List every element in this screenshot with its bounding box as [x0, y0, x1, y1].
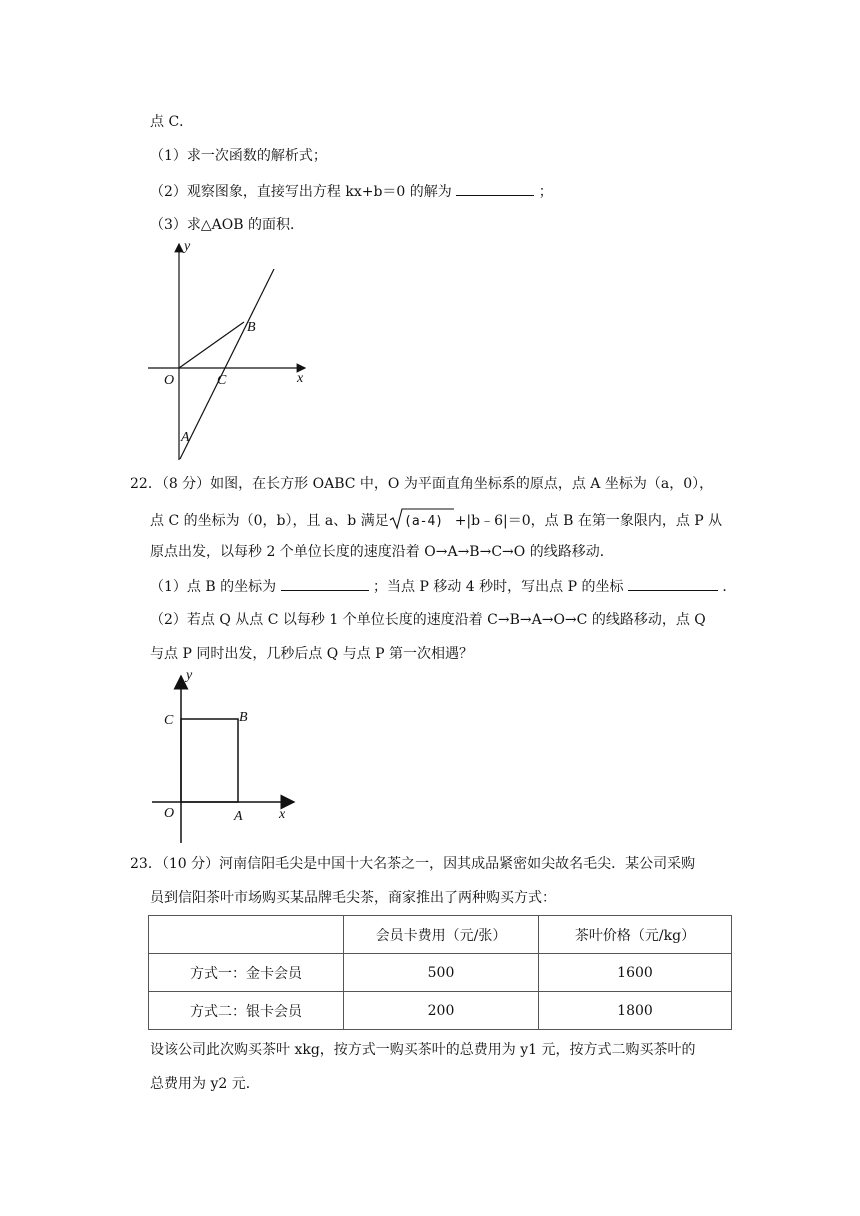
- q22-part1-a: （1）点 B 的坐标为: [150, 579, 277, 595]
- table-cell: 1600: [539, 954, 732, 992]
- table-header-cell: [149, 916, 344, 954]
- price-table: [148, 915, 732, 1030]
- label-y: y: [184, 239, 191, 254]
- q22-part1-b: ；当点 P 移动 4 秒时，写出点 P 的坐标: [373, 579, 624, 595]
- table-cell: 方式二：银卡会员: [149, 992, 344, 1030]
- label-B: B: [247, 320, 256, 335]
- answer-blank[interactable]: [456, 181, 534, 196]
- q22-figure: [150, 666, 310, 846]
- q21-part2-text: （2）观察图象，直接写出方程 kx+b＝0 的解为: [150, 184, 452, 200]
- label-A: A: [181, 430, 190, 445]
- q22-part1: [150, 576, 736, 597]
- sqrt-sign: [389, 508, 455, 530]
- table-cell: 200: [344, 992, 539, 1030]
- segment-OB: [179, 322, 244, 368]
- label-y: y: [186, 668, 193, 683]
- label-x: x: [297, 371, 304, 386]
- q22-line1: 22．（8 分）如图，在长方形 OABC 中，O 为平面直角坐标系的原点，点 A 坐标为（a，0），: [130, 476, 714, 492]
- function-line: [180, 269, 274, 459]
- table-cell: 方式一：金卡会员: [149, 954, 344, 992]
- table-header-cell: 会员卡费用（元/张）: [344, 916, 539, 954]
- sqrt-content: (a-4): [403, 514, 443, 529]
- q21-part1: （1）求一次函数的解析式；: [150, 148, 327, 164]
- table-cell: 500: [344, 954, 539, 992]
- q23-after1: 设该公司此次购买茶叶 xkg，按方式一购买茶叶的总费用为 y1 元，按方式二购买茶叶的: [150, 1042, 696, 1058]
- label-O: O: [164, 373, 175, 388]
- q21-part2: [150, 181, 553, 202]
- table-row: [149, 992, 732, 1030]
- q23-after2: 总费用为 y2 元．: [150, 1076, 260, 1092]
- q21-tail: 点 C．: [150, 114, 194, 130]
- q21-part2-end: ；: [538, 184, 553, 200]
- label-C: C: [164, 713, 174, 728]
- table-header-row: [149, 916, 732, 954]
- q22-line2-rest: +|b﹣6|＝0，点 B 在第一象限内，点 P 从: [454, 513, 723, 529]
- q22-part2-line1: （2）若点 Q 从点 C 以每秒 1 个单位长度的速度沿着 C→B→A→O→C 的线路移动，点 Q: [150, 612, 706, 628]
- answer-blank-b[interactable]: [281, 576, 369, 591]
- rectangle-OABC: [181, 719, 238, 802]
- q22-line2-text: 点 C 的坐标为（0，b），且 a、b 满足: [150, 513, 389, 529]
- label-A: A: [234, 809, 243, 824]
- label-x: x: [279, 807, 286, 822]
- answer-blank-p[interactable]: [628, 576, 718, 591]
- q21-part3: （3）求△AOB 的面积．: [150, 217, 304, 233]
- q22-line3: 原点出发，以每秒 2 个单位长度的速度沿着 O→A→B→C→O 的线路移动．: [150, 544, 614, 560]
- label-B: B: [239, 710, 248, 725]
- q22-line2: [150, 508, 722, 531]
- q21-figure: [140, 238, 320, 463]
- q22-part1-end: ．: [722, 579, 737, 595]
- table-header-cell: 茶叶价格（元/kg）: [539, 916, 732, 954]
- label-O: O: [164, 806, 175, 821]
- label-C: C: [217, 373, 227, 388]
- table-cell: 1800: [539, 992, 732, 1030]
- q23-line1: 23．（10 分）河南信阳毛尖是中国十大名茶之一，因其成品紧密如尖故名毛尖．某公司采购: [130, 856, 696, 872]
- q22-part2-line2: 与点 P 同时出发，几秒后点 Q 与点 P 第一次相遇？: [150, 646, 474, 662]
- table-row: [149, 954, 732, 992]
- q23-line2: 员到信阳茶叶市场购买某品牌毛尖茶，商家推出了两种购买方式：: [150, 890, 556, 906]
